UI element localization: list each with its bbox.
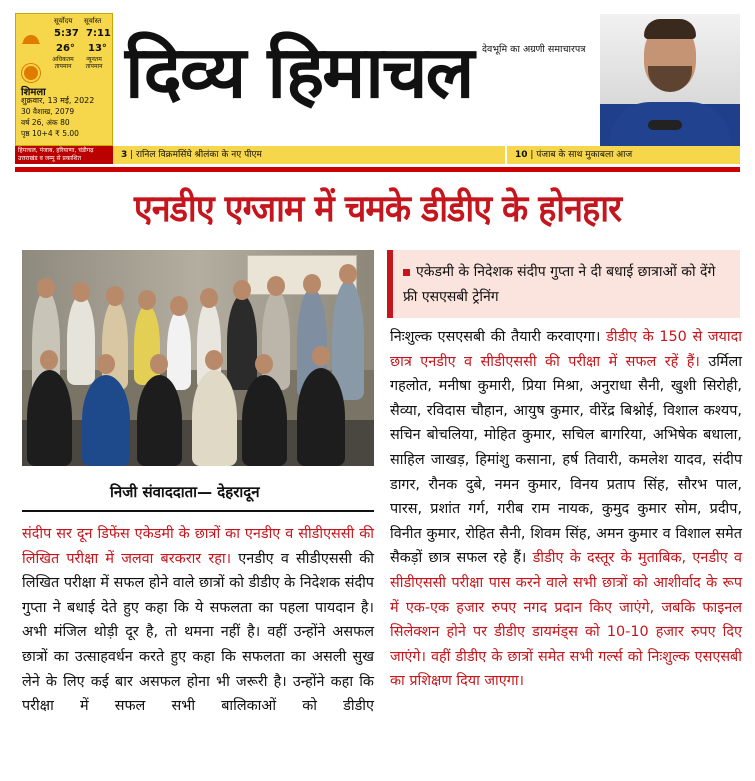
ticker-page: 3 [121, 150, 128, 160]
sun-icon [24, 66, 38, 80]
sunset-time: 7:11 [86, 28, 111, 39]
weather-box [15, 13, 113, 146]
pages-price: पृष्ठ 10+4 ₹ 5.00 [21, 129, 79, 138]
article-headline: एनडीए एग्जाम में चमके डीडीए के होनहार [133, 187, 622, 230]
max-temp-label: अधिकतम तापमान [52, 56, 74, 70]
ticker-bar [15, 146, 740, 164]
samvat: 30 वैशाख, 2079 [21, 107, 75, 116]
bullet-icon [403, 269, 410, 276]
date: शुक्रवार, 13 मई, 2022 [21, 96, 95, 105]
subhead-text: एकेडमी के निदेशक संदीप गुप्ता ने दी बधाई छात्राओं को देंगे फ्री एसएसबी ट्रेनिंग [403, 264, 716, 305]
subhead-box [387, 250, 740, 318]
masthead-photo [600, 14, 740, 164]
volume: वर्ष 26, अंक 80 [21, 118, 70, 127]
ticker-item[interactable]: 3 | रानिल विक्रमसिंघे श्रीलंका के नए पीएम [113, 146, 505, 164]
ticker-page: 10 [515, 150, 528, 160]
sunset-label: सूर्यास्त [84, 17, 102, 25]
divider [22, 510, 374, 512]
body-text: निःशुल्क एसएसबी की तैयारी करवाएगा। [390, 329, 601, 345]
ticker-item[interactable]: 10 | पंजाब के साथ मुकाबला आज [505, 146, 740, 164]
article-column-left [22, 522, 374, 719]
ticker-text: रानिल विक्रमसिंघे श्रीलंका के नए पीएम [136, 150, 262, 160]
sunrise-icon [22, 32, 40, 44]
divider [15, 167, 740, 172]
ticker-text: पंजाब के साथ मुकाबला आज [536, 150, 633, 160]
city: शिमला [21, 87, 46, 98]
byline: निजी संवाददाता— देहरादून [110, 483, 260, 501]
highlight-text: डीडीए के 150 से जयादा छात्र एनडीए व सीडीएससी की परीक्षा में सफल रहें हैं। [390, 329, 743, 370]
editions: हिमाचल, पंजाब, हरियाणा, चंडीगढ़ उत्तराखंड व जम्मू से प्रकाशित [15, 146, 113, 164]
lead-paragraph: संदीप सर दून डिफेंस एकेडमी के छात्रों का एनडीए व सीडीएससी की लिखित परीक्षा में जलवा बरकरार रहा। [22, 526, 374, 567]
min-temp-label: न्यूनतम तापमान [85, 56, 103, 70]
body-text: उर्मिला गहलोत, मनीषा कुमारी, प्रिया मिश्रा, अनुराधा सैनी, खुशी सिरोही, सैव्या, रविदास चौहान, आयुष कुमार, वीरेंद्र बिश्नोई, विशाल कश्यप, सचिन बोचलिया, मोहित कुमार, सचिल बागरिया, अभिषेक बधाला, साहिल जाखड़, हिमांशु कसाना, हर्ष तिवारी, कमलेश यादव, संदीप डागर, रौनक दुबे, नमन कुमार, विनय प्रताप सिंह, सौरभ पाल, पारस, प्रशांत गर्ग, गरीब राम नायक, कुमुद कुमार सोम, प्रदीप, विनीत कुमार, रोहित सैनी, शिवम सिंह, अमन कुमार व विशाल समेत सैकड़ों छात्र सफल रहे हैं। [390, 353, 743, 567]
masthead-title: दिव्य हिमाचल [125, 29, 473, 114]
article-column-right [390, 325, 742, 694]
min-temp: 13° [88, 43, 107, 54]
max-temp: 26° [56, 43, 75, 54]
sunrise-label: सूर्योदय [54, 17, 73, 25]
sunrise-time: 5:37 [54, 28, 79, 39]
masthead-tagline: देवभूमि का अग्रणी समाचारपत्र [482, 44, 586, 55]
highlight-text: डीडीए के दस्तूर के मुताबिक, एनडीए व सीडीएससी परीक्षा पास करने वाले सभी छात्रों को आशीर्वाद के रूप में एक-एक हजार रुपए नगद प्रदान किए जाएंगे, जबकि फाइनल सिलेक्शन होने पर डीडीए डायमंड्स को 10-10 हजार रुपए दिए जाएंगे। वहीं डीडीए के छात्रों समेत सभी गर्ल्स को निःशुल्क एसएसबी का प्रशिक्षण दिया जाएगा। [390, 550, 742, 690]
article-photo [22, 250, 374, 466]
body-text: एनडीए व सीडीएससी की लिखित परीक्षा में सफल होने वाले छात्रों को डीडीए के निदेशक संदीप गुप्ता ने बधाई देते हुए कहा कि ये सफलता का पहला पायदान है। अभी मंजिल थोड़ी दूर है, तो थमना नहीं है। वहीं उन्होंने असफल छात्रों का उत्साहवर्धन करते हुए कहा कि सफलता का असली सुख लेने के लिए कई बार असफल होना भी जरूरी है। उन्होंने कहा कि परीक्षा में सफल सभी बालिकाओं को डीडीए [22, 550, 374, 715]
